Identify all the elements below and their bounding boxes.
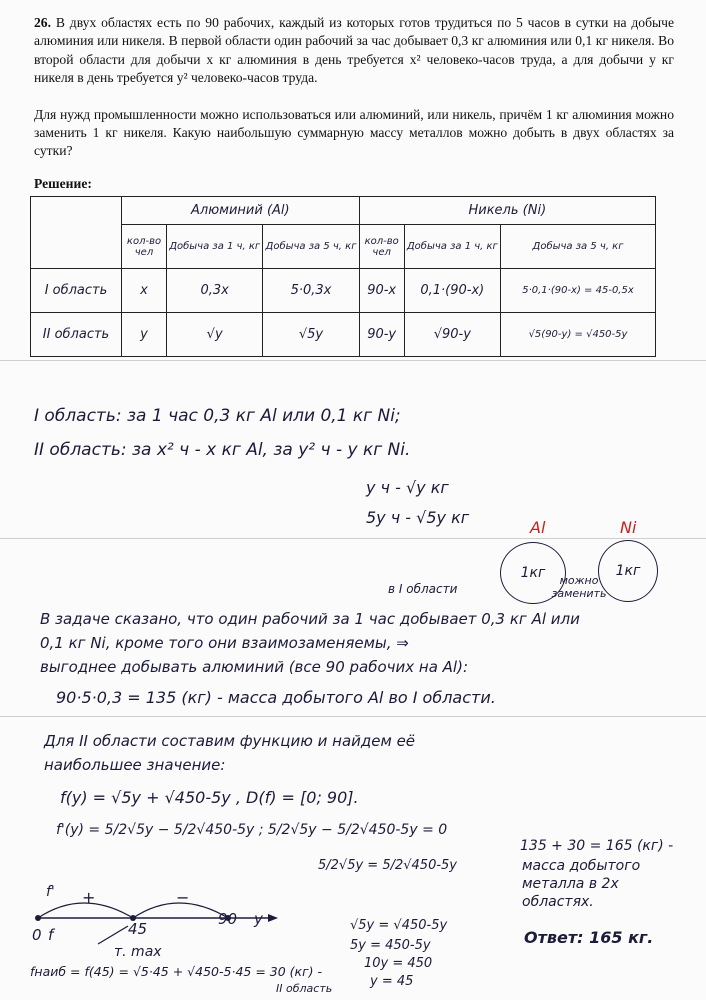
ni-red-label: Ni	[620, 518, 637, 537]
cell: 0,3x	[167, 269, 263, 313]
eq-line-4: 10y = 450	[364, 956, 433, 971]
table-sub-count-ni: кол-во чел	[359, 225, 404, 269]
solution-table	[30, 196, 656, 357]
sign-zero: 0	[32, 926, 42, 944]
total-line-1: 135 + 30 = 165 (кг) -	[520, 838, 674, 854]
cell: √y	[167, 313, 263, 357]
para-line-d: 90·5·0,3 = 135 (кг) - масса добытого Al во I области.	[56, 688, 496, 707]
table-sub-1h-ni: Добыча за 1 ч, кг	[404, 225, 500, 269]
problem-number: 26.	[34, 15, 51, 30]
eq-line-2: √5y = √450-5y	[350, 918, 448, 933]
cell: 0,1·(90-x)	[404, 269, 500, 313]
cell: 90-x	[359, 269, 404, 313]
cell: 5·0,1·(90-x) = 45-0,5x	[501, 269, 656, 313]
note-line-1: I область: за 1 час 0,3 кг Al или 0,1 кг Ni;	[34, 406, 401, 426]
sign-minus: −	[176, 888, 190, 907]
cell: √90-y	[404, 313, 500, 357]
sign-y: y	[254, 910, 263, 928]
total-line-2: масса добытого	[522, 858, 641, 874]
divider	[0, 716, 706, 717]
cell: √5(90-y) = √450-5y	[501, 313, 656, 357]
para-line-f: наибольшее значение:	[44, 756, 226, 774]
total-line-3: металла в 2х	[522, 876, 619, 892]
para-line-e: Для II области составим функцию и найдем её	[44, 732, 416, 750]
answer: Ответ: 165 кг.	[524, 928, 654, 947]
problem-text	[34, 14, 674, 211]
table-corner	[31, 197, 122, 269]
table-header-al: Алюминий (Al)	[122, 197, 360, 225]
fmax-line: fнаиб = f(45) = √5·45 + √450-5·45 = 30 (кг) -	[30, 964, 323, 979]
total-line-4: областях.	[522, 894, 594, 910]
v-oblasti-label: в I области	[388, 582, 458, 596]
divider	[0, 538, 706, 539]
cell: 5·0,3x	[263, 269, 359, 313]
cell: y	[122, 313, 167, 357]
problem-paragraph-1: В двух областях есть по 90 рабочих, каждый из которых готов трудиться по 5 часов в сутки на добыче алюминия или никеля. В первой области один рабочий за час добывает 0,3 кг алюминия или 0,1 кг никеля. Во второй области для добычи x кг алюминия в день требуется x² человеко-часов труда, а для добычи y кг никеля в день требуется y² человеко-часов труда.	[34, 15, 674, 86]
sign-f: f	[48, 926, 54, 944]
function-line: f(y) = √5y + √450-5y , D(f) = [0; 90].	[60, 788, 359, 807]
circle-al: 1кг	[500, 542, 566, 604]
derivative-line: f'(y) = 5/2√5y − 5/2√450-5y ; 5/2√5y − 5/2√450-5y = 0	[56, 822, 448, 838]
table-sub-count-al: кол-во чел	[122, 225, 167, 269]
tmax-label: т. max	[114, 944, 162, 960]
solution-label: Решение:	[34, 175, 92, 191]
table-row	[31, 313, 656, 357]
para-line-c: выгоднее добывать алюминий (все 90 рабочих на Al):	[40, 658, 468, 676]
table-sub-1h-al: Добыча за 1 ч, кг	[167, 225, 263, 269]
axis-arrow-icon	[268, 914, 278, 922]
cell: √5y	[263, 313, 359, 357]
fmax-sub: II область	[276, 982, 333, 995]
cell: x	[122, 269, 167, 313]
eq-line-3: 5y = 450-5y	[350, 938, 431, 953]
can-replace-label: можно заменить	[551, 574, 607, 600]
table-row	[31, 269, 656, 313]
divider	[0, 360, 706, 361]
para-line-b: 0,1 кг Ni, кроме того они взаимозаменяемы, ⇒	[40, 634, 409, 652]
row-label: I область	[31, 269, 122, 313]
note-line-3: y ч - √y кг	[366, 478, 449, 497]
table-sub-5h-ni: Добыча за 5 ч, кг	[501, 225, 656, 269]
note-line-4: 5y ч - √5y кг	[366, 508, 470, 527]
eq-line-5: y = 45	[370, 974, 414, 989]
sign-45: 45	[128, 920, 148, 938]
sign-plus: +	[82, 888, 96, 907]
circle-ni: 1кг	[598, 540, 658, 602]
note-line-2: II область: за x² ч - x кг Al, за y² ч - y кг Ni.	[34, 440, 411, 460]
eq-line-1: 5/2√5y = 5/2√450-5y	[318, 858, 458, 873]
problem-paragraph-2: Для нужд промышленности можно использоваться или алюминий, или никель, причём 1 кг алюминия можно заменить 1 кг никеля. Какую наибольшую суммарную массу металлов можно добыть в двух областях за сутки?	[34, 106, 674, 159]
row-label: II область	[31, 313, 122, 357]
tmax-arrow-icon	[98, 926, 128, 944]
table-header-ni: Никель (Ni)	[359, 197, 655, 225]
sign-fprime: f'	[46, 884, 55, 900]
table-sub-5h-al: Добыча за 5 ч, кг	[263, 225, 359, 269]
sign-90: 90	[218, 910, 238, 928]
cell: 90-y	[359, 313, 404, 357]
al-red-label: Al	[530, 518, 546, 537]
para-line-a: В задаче сказано, что один рабочий за 1 час добывает 0,3 кг Al или	[40, 610, 580, 628]
